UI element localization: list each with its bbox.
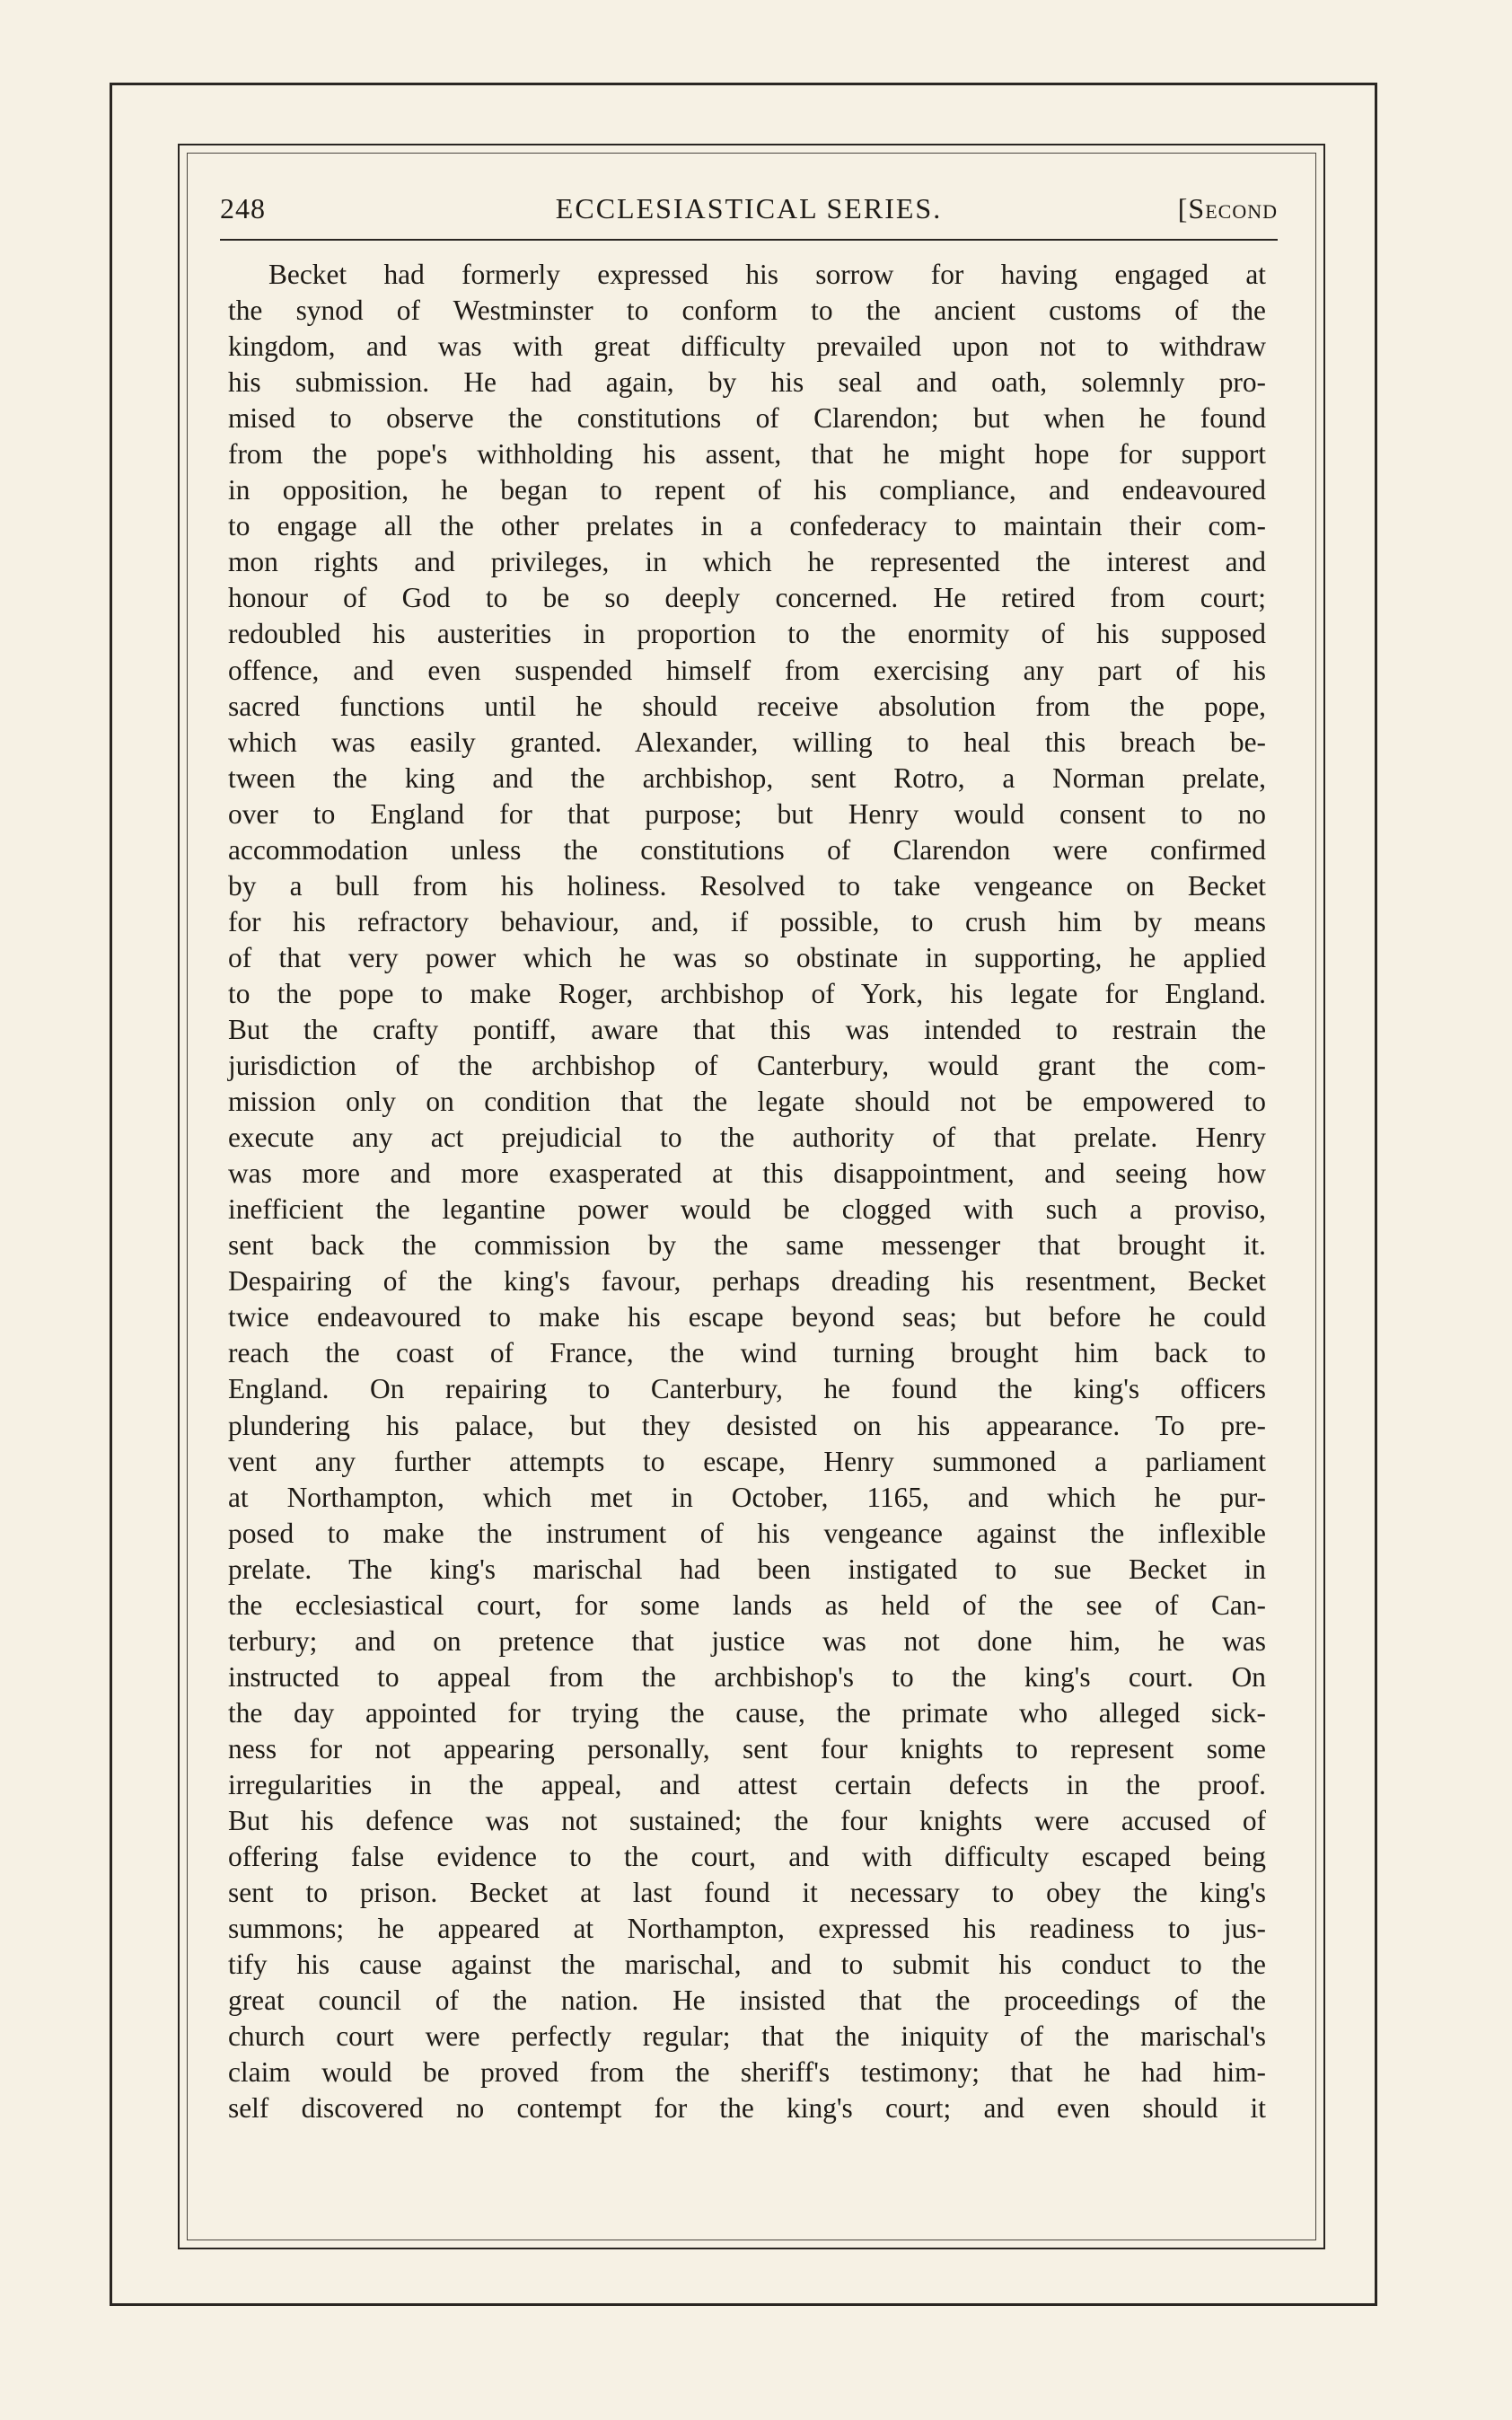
text-line: the ecclesiastical court, for some lands as held of the see of Can-: [228, 1588, 1266, 1621]
text-line: over to England for that purpose; but Henry would consent to no: [228, 797, 1266, 830]
text-line: Becket had formerly expressed his sorrow for having engaged at: [268, 259, 1266, 290]
text-line: in opposition, he began to repent of his compliance, and endeavoured: [228, 474, 1266, 506]
text-line: from the pope's withholding his assent, that he might hope for support: [228, 438, 1266, 471]
text-line: at Northampton, which met in October, 1165, and which he pur-: [228, 1481, 1266, 1513]
text-line: his submission. He had again, by his seal and oath, solemnly pro-: [228, 366, 1266, 399]
text-line: twice endeavoured to make his escape beyond seas; but before he could: [228, 1301, 1266, 1333]
text-line: offering false evidence to the court, and with difficulty escaped being: [228, 1841, 1266, 1873]
text-line: England. On repairing to Canterbury, he found the king's officers: [228, 1373, 1266, 1405]
text-line: kingdom, and was with great difficulty prevailed upon not to withdraw: [228, 330, 1266, 363]
text-line: was more and more exasperated at this disappointment, and seeing how: [228, 1157, 1266, 1190]
text-line: sent back the commission by the same messenger that brought it.: [228, 1229, 1266, 1262]
text-line: But his defence was not sustained; the four knights were accused of: [228, 1805, 1266, 1837]
text-line: mission only on condition that the legate should not be empowered to: [228, 1086, 1266, 1118]
text-line: the day appointed for trying the cause, the primate who alleged sick-: [228, 1696, 1266, 1729]
header-rule: [220, 239, 1278, 241]
text-line: redoubled his austerities in proportion to the enormity of his supposed: [228, 618, 1266, 650]
text-line: of that very power which he was so obstinate in supporting, he applied: [228, 941, 1266, 973]
text-line: terbury; and on pretence that justice was not done him, he was: [228, 1624, 1266, 1657]
text-line: church court were perfectly regular; that the iniquity of the marischal's: [228, 2020, 1266, 2053]
page-number: 248: [220, 192, 266, 224]
text-line: honour of God to be so deeply concerned. He retired from court;: [228, 582, 1266, 614]
text-line: sacred functions until he should receive absolution from the pope,: [228, 690, 1266, 722]
text-line: to engage all the other prelates in a confederacy to maintain their com-: [228, 510, 1266, 542]
text-line: vent any further attempts to escape, Henry summoned a parliament: [228, 1445, 1266, 1477]
section-marker: [Second: [1177, 192, 1278, 224]
text-line: mon rights and privileges, in which he represented the interest and: [228, 546, 1266, 578]
text-line: to the pope to make Roger, archbishop of York, his legate for England.: [228, 977, 1266, 1009]
text-line: posed to make the instrument of his vengeance against the inflexible: [228, 1517, 1266, 1549]
text-line: for his refractory behaviour, and, if possible, to crush him by means: [228, 905, 1266, 937]
text-line: by a bull from his holiness. Resolved to take vengeance on Becket: [228, 869, 1266, 902]
running-title: ECCLESIASTICAL SERIES.: [555, 192, 943, 224]
text-line: prelate. The king's marischal had been instigated to sue Becket in: [228, 1553, 1266, 1585]
text-line: inefficient the legantine power would be clogged with such a proviso,: [228, 1193, 1266, 1226]
text-line: reach the coast of France, the wind turning brought him back to: [228, 1337, 1266, 1369]
text-line: instructed to appeal from the archbishop's to the king's court. On: [228, 1660, 1266, 1693]
text-line: the synod of Westminster to conform to the ancient customs of the: [228, 295, 1266, 327]
text-line: jurisdiction of the archbishop of Canterbury, would grant the com-: [228, 1050, 1266, 1082]
text-line: tween the king and the archbishop, sent Rotro, a Norman prelate,: [228, 761, 1266, 794]
text-line: claim would be proved from the sheriff's testimony; that he had him-: [228, 2056, 1266, 2089]
text-line: summons; he appeared at Northampton, expressed his readiness to jus-: [228, 1913, 1266, 1945]
text-line: accommodation unless the constitutions of Clarendon were confirmed: [228, 833, 1266, 866]
text-line: Despairing of the king's favour, perhaps dreading his resentment, Becket: [228, 1265, 1266, 1298]
text-line: plundering his palace, but they desisted on his appearance. To pre-: [228, 1409, 1266, 1441]
text-line: ness for not appearing personally, sent four knights to represent some: [228, 1732, 1266, 1764]
text-line: execute any act prejudicial to the authority of that prelate. Henry: [228, 1122, 1266, 1154]
text-line: But the crafty pontiff, aware that this was intended to restrain the: [228, 1013, 1266, 1045]
text-line: self discovered no contempt for the king's court; and even should it: [228, 2092, 1266, 2125]
running-header: [220, 192, 1278, 246]
text-line: which was easily granted. Alexander, willing to heal this breach be-: [228, 726, 1266, 758]
text-line: irregularities in the appeal, and attest certain defects in the proof.: [228, 1768, 1266, 1800]
text-line: mised to observe the constitutions of Clarendon; but when he found: [228, 402, 1266, 435]
text-line: sent to prison. Becket at last found it necessary to obey the king's: [228, 1877, 1266, 1909]
text-line: offence, and even suspended himself from exercising any part of his: [228, 654, 1266, 686]
text-line: great council of the nation. He insisted that the proceedings of the: [228, 1984, 1266, 2017]
text-line: tify his cause against the marischal, and to submit his conduct to the: [228, 1949, 1266, 1981]
body-paragraph: [228, 257, 1266, 2126]
